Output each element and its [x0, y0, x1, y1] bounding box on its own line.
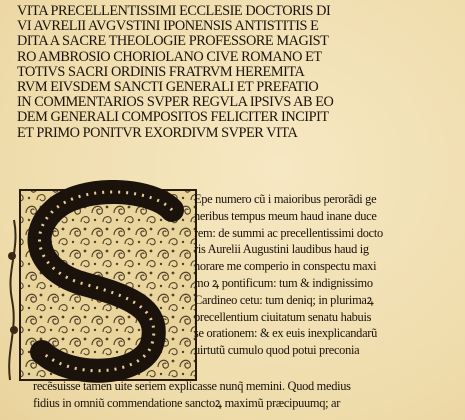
- full-width-text: [33, 378, 463, 412]
- border-vine: [9, 220, 15, 380]
- text-line: Cardineo cetu: tum deniq; in plurimaꝝ: [194, 292, 374, 307]
- heading-line: DITA A SACRE THEOLOGIE PROFESSORE MAGIST: [17, 34, 329, 50]
- text-line: rem: de summi ac precellentissimi docto: [194, 225, 383, 240]
- heading-line: RVM EIVSDEM SANCTI GENERALI ET PREFATIO: [17, 79, 319, 95]
- body-text-column: [194, 191, 464, 359]
- text-line: se orationem: & ex euis inexplicandarũ: [194, 326, 378, 341]
- text-line: ris Aurelii Augustini laudibus haud ig: [194, 242, 369, 257]
- heading-line: TOTIVS SACRI ORDINIS FRATRVM HEREMITA: [17, 64, 305, 80]
- decorated-initial-s: [2, 180, 198, 385]
- heading-line: VI AVRELII AVGVSTINI IPONENSIS ANTISTITIS E: [17, 19, 319, 35]
- text-line: Epe numero cũ i maioribus perorãdi ge: [194, 192, 377, 206]
- text-line: uirtutũ cumulo quod potui preconia: [194, 343, 360, 358]
- incipit-heading: [17, 4, 461, 141]
- border-bud: [10, 326, 18, 334]
- heading-line: RO AMBROSIO CHORIOLANO CIVE ROMANO ET: [17, 49, 322, 65]
- heading-line: DEM GENERALI COMPOSITOS FELICITER INCIPIT: [17, 110, 329, 126]
- heading-line: ET PRIMO PONITVR EXORDIVM SVPER VITA: [17, 125, 298, 141]
- border-bud: [8, 252, 16, 260]
- text-line: fidius in omniũ commendatione sanctoꝝ maximũ præcipuumq; ar: [33, 395, 341, 410]
- heading-line: IN COMMENTARIOS SVPER REGVLA IPSIVS AB EO: [17, 95, 334, 111]
- text-line: recẽsuisse tamen uite seriem explicasse nunq̃ memini. Quod medius: [33, 379, 351, 393]
- text-line: norare me comperio in conspectu maxi: [194, 259, 377, 274]
- text-line: precellentium ciuitatum senatu habuis: [194, 309, 372, 324]
- text-line: mo ꝝ pontificum: tum & indignissimo: [194, 275, 373, 290]
- text-line: neribus tempus meum haud inane duce: [194, 208, 377, 223]
- heading-line: VITA PRECELLENTISSIMI ECCLESIE DOCTORIS DI: [17, 4, 331, 19]
